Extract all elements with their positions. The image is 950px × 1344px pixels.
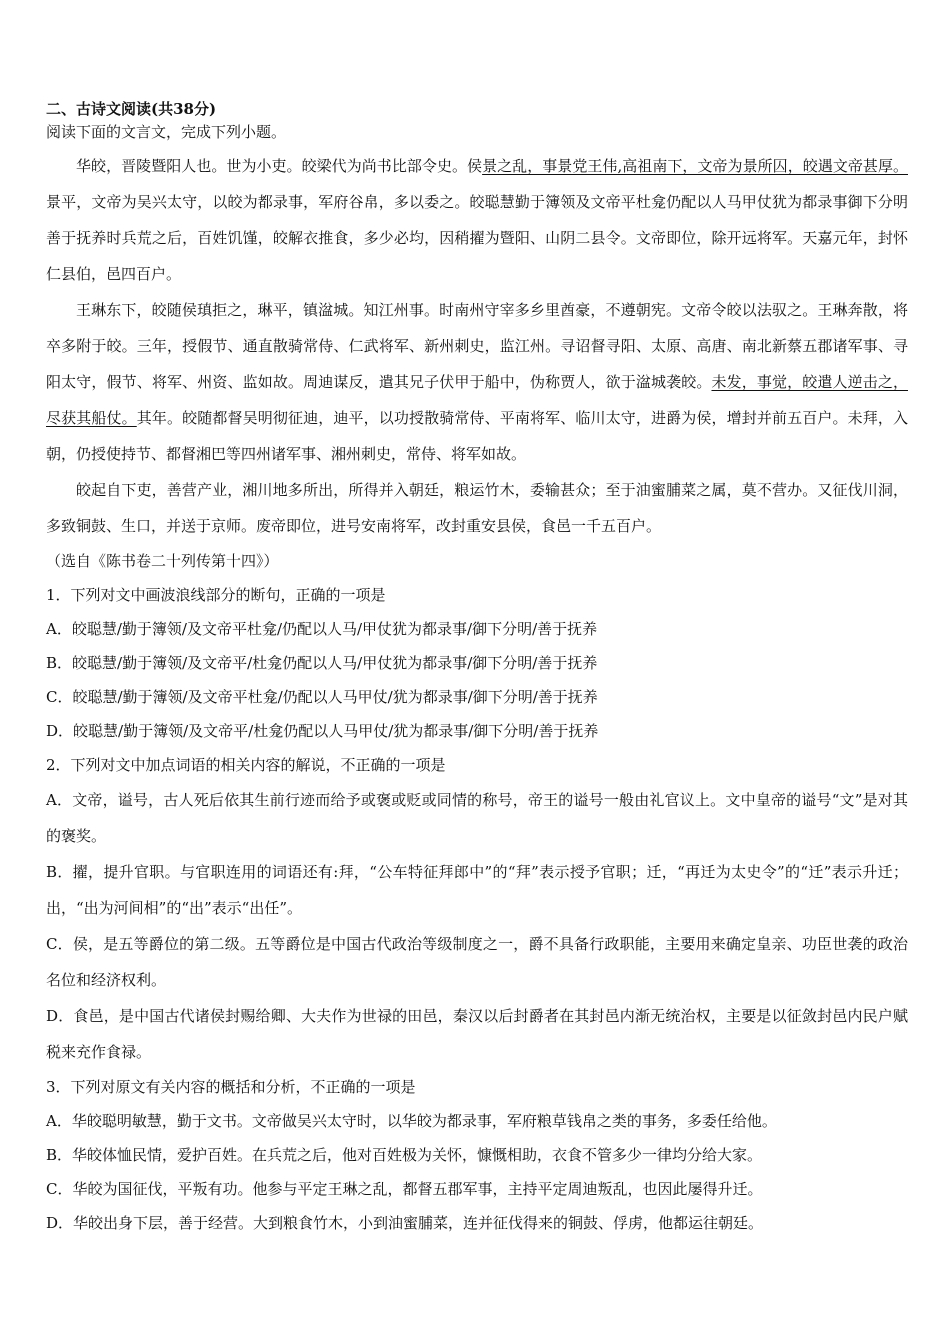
option-d: D．华皎出身下层，善于经营。大到粮食竹木，小到油蜜脯菜，连并征伐得来的铜鼓、俘虏，他都运往朝廷。 — [46, 1214, 764, 1232]
underlined-passage-text: 未发，事觉，皎遣人逆击之，尽获其船仗。 — [46, 373, 908, 427]
passage-paragraph-1 — [46, 148, 908, 292]
classical-passage — [46, 148, 908, 544]
passage-text: 王琳东下，皎随侯瑱拒之，琳平，镇湓城。知江州事。时南州守宰多乡里酋豪，不遵朝宪。文帝令皎以法驭之。王琳奔散，将卒多附于皎。三年，授假节、通直散骑常侍、仁武将军、新州刺史，监江州。寻诏督寻阳、太原、高唐、南北新蔡五郡诸军事、寻阳太守，假节、将军、州资、监如故。周迪谋反，遣其兄子伏甲于船中，伪称贾人，欲于湓城袭皎。 — [46, 301, 908, 391]
option-c: C．皎聪慧/勤于簿领/及文帝平杜龛/仍配以人马甲仗/犹为都录事/御下分明/善于抚养 — [46, 688, 598, 706]
passage-text: 其年。皎随都督吴明彻征迪，迪平，以功授散骑常侍、平南将军、临川太守，进爵为侯，增封并前五百户。未拜，入朝，仍授使持节、都督湘巴等四州诸军事、湘州刺史，常侍、将军如故。 — [46, 409, 908, 463]
question-stem: 2．下列对文中加点词语的相关内容的解说，不正确的一项是 — [46, 756, 446, 774]
question-stem: 3．下列对原文有关内容的概括和分析，不正确的一项是 — [46, 1078, 416, 1096]
document-page — [46, 98, 908, 1240]
question-1 — [46, 578, 908, 748]
question-2 — [46, 748, 908, 1070]
option-d: D．食邑，是中国古代诸侯封赐给卿、大夫作为世禄的田邑，秦汉以后封爵者在其封邑内渐无统治权，主要是以征敛封邑内民户赋税来充作食禄。 — [46, 1007, 908, 1061]
underlined-passage-text: 景之乱，事景党王伟,高祖南下，文帝为景所囚，皎遇文帝甚厚。 — [482, 157, 908, 175]
passage-paragraph-3: 皎起自下吏，善营产业，湘川地多所出，所得并入朝廷，粮运竹木，委输甚众；至于油蜜脯菜之属，莫不营办。又征伐川洞，多致铜鼓、生口，并送于京师。废帝即位，进号安南将军，改封重安县侯，食邑一千五百户。 — [46, 481, 908, 535]
option-c: C．侯，是五等爵位的第二级。五等爵位是中国古代政治等级制度之一，爵不具备行政职能，主要用来确定皇亲、功臣世袭的政治名位和经济权利。 — [46, 935, 908, 989]
passage-text: 景平，文帝为吴兴太守，以皎为都录事，军府谷帛，多以委之。皎聪慧勤于簿领及文帝平杜龛仍配以人马甲仗犹为都录事御下分明善于抚养时兵荒之后，百姓饥馑，皎解衣推食，多少必均，因稍擢为暨阳、山阴二县令。文帝即位，除开远将军。天嘉元年，封怀仁县伯，邑四百户。 — [46, 193, 908, 283]
option-c: C．华皎为国征伐，平叛有功。他参与平定王琳之乱，都督五郡军事，主持平定周迪叛乱，也因此屡得升迁。 — [46, 1180, 763, 1198]
passage-text: 华皎，晋陵暨阳人也。世为小吏。皎梁代为尚书比部令史。侯 — [76, 157, 483, 175]
option-a: A．文帝，谥号，古人死后依其生前行迹而给予或褒或贬或同情的称号，帝王的谥号一般由礼官议上。文中皇帝的谥号“文”是对其的褒奖。 — [46, 791, 908, 845]
option-a: A．华皎聪明敏慧，勤于文书。文帝做吴兴太守时，以华皎为都录事，军府粮草钱帛之类的事务，多委任给他。 — [46, 1112, 777, 1130]
instruction: 阅读下面的文言文，完成下列小题。 — [46, 123, 287, 141]
passage-paragraph-2 — [46, 292, 908, 472]
option-b: B．擢，提升官职。与官职连用的词语还有:拜，“公车特征拜郎中”的“拜”表示授予官职；迁，“再迁为太史令”的“迁”表示升迁；出，“出为河间相”的“出”表示“出任”。 — [46, 863, 908, 917]
option-b: B．华皎体恤民情，爱护百姓。在兵荒之后，他对百姓极为关怀，慷慨相助，衣食不管多少一律均分给大家。 — [46, 1146, 763, 1164]
option-a: A．皎聪慧/勤于簿领/及文帝平杜龛/仍配以人马/甲仗犹为都录事/御下分明/善于抚养 — [46, 620, 598, 638]
option-d: D．皎聪慧/勤于簿领/及文帝平/杜龛仍配以人马甲仗/犹为都录事/御下分明/善于抚养 — [46, 722, 599, 740]
section-title: 二、古诗文阅读(共38分) — [46, 100, 217, 118]
question-stem: 1．下列对文中画波浪线部分的断句，正确的一项是 — [46, 586, 386, 604]
passage-source: （选自《陈书卷二十列传第十四》） — [46, 552, 279, 570]
question-3 — [46, 1070, 908, 1240]
option-b: B．皎聪慧/勤于簿领/及文帝平/杜龛仍配以人马/甲仗犹为都录事/御下分明/善于抚养 — [46, 654, 598, 672]
